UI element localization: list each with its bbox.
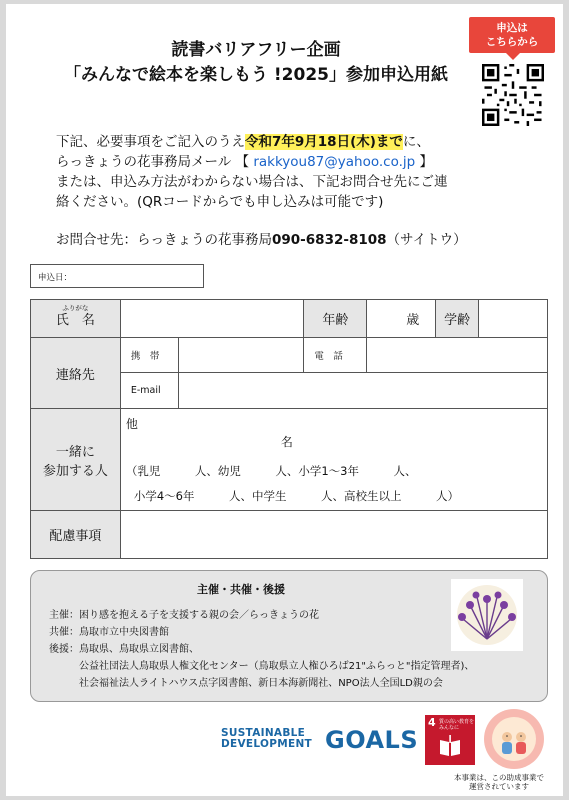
instructions-line-1a: 下記、必要事項をご記入のうえ <box>56 134 245 150</box>
subsidy-badge-logo <box>483 708 545 770</box>
sponsors-box <box>30 570 548 702</box>
phone-field[interactable] <box>367 338 548 373</box>
instructions-line-4: 絡ください。(QRコードからでも申し込みは可能です) <box>56 194 384 210</box>
sdgs-logo <box>221 726 419 754</box>
sdgs-line-2: DEVELOPMENT <box>221 738 312 750</box>
companions-label-line-1: 一緒に <box>55 444 95 460</box>
subsidy-note <box>443 773 555 791</box>
qr-code[interactable] <box>482 64 544 126</box>
contact-label: 連絡先 <box>31 338 121 409</box>
apply-here-callout <box>469 17 555 53</box>
mobile-field[interactable] <box>178 338 304 373</box>
name-row <box>31 300 548 338</box>
companions-row <box>31 409 548 511</box>
name-field[interactable] <box>120 300 304 338</box>
inquiry-prefix: お問合せ先：らっきょうの花事務局 <box>56 232 272 248</box>
apply-callout-line-2: こちらから <box>485 36 539 48</box>
support-line-2: 公益社団法人鳥取県人権文化センター（鳥取県立人権ひろば21"ふらっと"指定管理者)、 <box>49 661 475 672</box>
companions-field[interactable] <box>120 409 547 511</box>
inquiry-phone-number: 090-6832-8108 <box>272 232 387 248</box>
instructions-text <box>56 132 546 212</box>
subsidy-note-line-2: 運営されています <box>469 782 529 791</box>
mobile-label: 携 帯 <box>120 338 178 373</box>
age-field[interactable] <box>367 300 436 338</box>
consideration-label: 配慮事項 <box>31 511 121 559</box>
sdg-goal-4-icon <box>425 715 475 765</box>
instructions-line-1b: に、 <box>402 134 430 150</box>
title-line-1: 読書バリアフリー企画 <box>171 40 341 60</box>
cohost-line: 共催：鳥取市立中央図書館 <box>49 627 169 638</box>
age-unit: 歳 <box>406 313 420 328</box>
book-pencil-icon <box>438 734 462 758</box>
companion-breakdown-line-2: 小学4～6年 人、中学生 人、高校生以上 人） <box>133 489 459 503</box>
inquiry-suffix: （サイトウ） <box>386 232 467 248</box>
person-count-unit: 名 <box>280 435 293 449</box>
goal4-caption-line-2: みんなに <box>439 725 460 731</box>
age-label: 年齢 <box>304 300 367 338</box>
document-title <box>46 38 466 88</box>
email-field[interactable] <box>178 373 547 409</box>
instructions-line-3: または、申込み方法がわからない場合は、下記お問合せ先にご連 <box>56 174 448 190</box>
companion-breakdown-line-1: （乳児 人、幼児 人、小学1～3年 人、 <box>125 464 417 478</box>
furigana-label: ふりがな <box>62 304 89 312</box>
instructions-line-2b: 】 <box>415 154 434 170</box>
instructions-line-2a: らっきょうの花事務局メール 【 <box>56 154 254 170</box>
email-label: E-mail <box>120 373 178 409</box>
name-label-cell <box>31 300 121 338</box>
sponsors-list <box>49 607 474 692</box>
title-line-2: 「みんなで絵本を楽しもう !2025」参加申込用紙 <box>64 65 448 85</box>
host-line: 主催：困り感を抱える子を支援する親の会／らっきょうの花 <box>49 610 319 621</box>
sponsors-heading: 主催・共催・後援 <box>197 583 285 596</box>
application-date-label: 申込日： <box>38 273 73 283</box>
companions-label-line-2: 参加する人 <box>42 463 108 479</box>
goal4-number: 4 <box>428 716 436 729</box>
consideration-row <box>31 511 548 559</box>
grade-label: 学齢 <box>436 300 479 338</box>
rakkyou-flower-logo <box>451 579 523 651</box>
consideration-field[interactable] <box>120 511 547 559</box>
application-date-field[interactable] <box>30 264 204 288</box>
name-label: 氏 名 <box>55 313 95 328</box>
deadline-highlight: 令和7年9月18日(木)まで <box>245 134 403 150</box>
others-label: 他 <box>125 417 138 431</box>
sdgs-goals-word: GOALS <box>325 726 419 754</box>
subsidy-note-line-1: 本事業は、この助成事業で <box>454 773 544 782</box>
mobile-row <box>31 338 548 373</box>
application-form-table <box>30 299 548 559</box>
support-line-1: 後援：鳥取県、鳥取県立図書館、 <box>49 644 199 655</box>
inquiry-contact <box>56 228 467 248</box>
sdgs-line-1: SUSTAINABLE <box>221 727 306 739</box>
phone-label: 電 話 <box>304 338 367 373</box>
goal4-caption <box>439 719 474 731</box>
goal4-caption-line-1: 質の高い教育を <box>439 719 475 725</box>
companions-label-cell <box>31 409 121 511</box>
contact-email-link[interactable]: rakkyou87@yahoo.co.jp <box>253 154 416 170</box>
grade-field[interactable] <box>479 300 548 338</box>
apply-callout-line-1: 申込は <box>496 22 528 34</box>
application-form-sheet <box>6 4 563 796</box>
support-line-3: 社会福祉法人ライトハウス点字図書館、新日本海新聞社、NPO法人全国LD親の会 <box>49 678 443 689</box>
